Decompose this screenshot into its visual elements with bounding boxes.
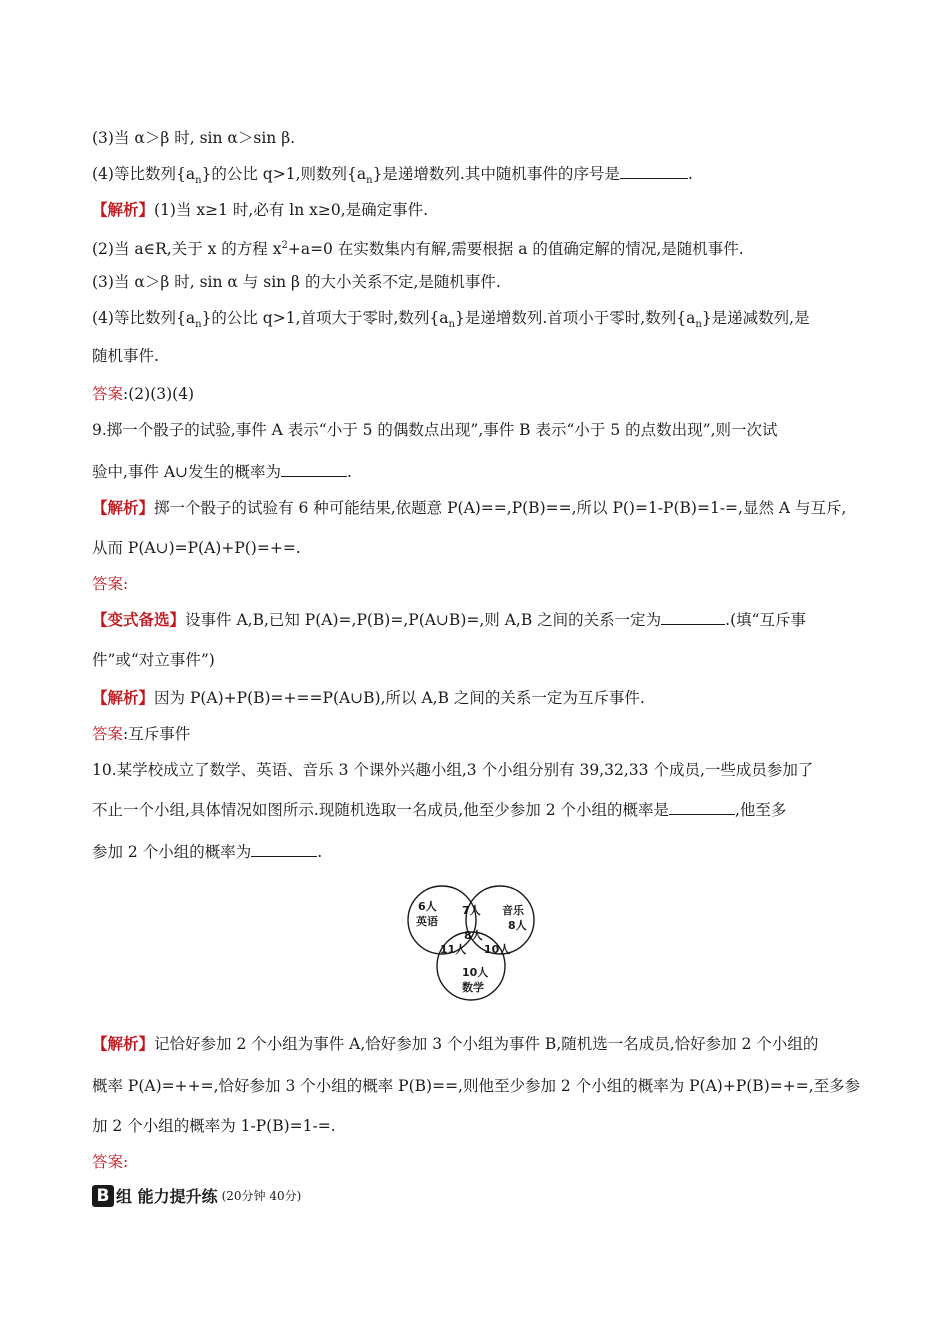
variant-answer [92, 724, 190, 744]
section-b-badge: B [92, 1185, 114, 1207]
variant-line-1 [92, 610, 806, 630]
analysis-line-2 [92, 236, 744, 259]
answer-9: 答案: [92, 575, 129, 593]
answer-10: 答案: [92, 1153, 129, 1171]
answer-value: :互斥事件 [123, 725, 191, 743]
math-count: 10人 [462, 966, 489, 979]
subscript: n [195, 175, 202, 187]
subscript: n [195, 319, 202, 331]
answer-blank [620, 164, 688, 179]
text-segment: }的公比 q>1,则数列{a [201, 165, 367, 183]
text-segment: }是递增数列.其中随机事件的序号是 [372, 165, 620, 183]
english-label: 英语 [416, 915, 438, 928]
text-segment: 参加 2 个小组的概率为 [92, 843, 252, 861]
analysis-tag: 【解析】 [92, 498, 155, 517]
variant-tag: 【变式备选】 [92, 610, 186, 629]
answer-label: 答案 [92, 385, 124, 403]
section-title: 组 能力提升练 [116, 1187, 218, 1206]
english-music-count: 7人 [462, 904, 481, 917]
analysis-10-line-3: 加 2 个小组的概率为 1-P(B)=1-=. [92, 1117, 336, 1135]
question-10-line-3 [92, 842, 322, 862]
answer-blank [661, 610, 725, 625]
text-segment: (2)当 a∈R,关于 x 的方程 x [92, 240, 282, 259]
text-line-4 [92, 164, 693, 191]
text-segment: 设事件 A,B,已知 P(A)=,P(B)=,P(A∪B)=,则 A,B 之间的关系一定为 [185, 611, 662, 629]
text-segment: (1)当 x≥1 时,必有 ln x≥0,是确定事件. [154, 201, 429, 219]
analysis-9-line-1 [92, 498, 846, 518]
text-segment: 记恰好参加 2 个小组为事件 A,恰好参加 3 个小组为事件 B,随机选一名成员,恰好参加 2 个小组的 [154, 1035, 819, 1053]
text-segment: (4)等比数列{a [92, 165, 196, 183]
english-count: 6人 [418, 900, 437, 913]
venn-diagram [404, 880, 544, 1004]
variant-line-2: 件”或“对立事件”) [92, 651, 215, 669]
analysis-9-line-2: 从而 P(A∪)=P(A)+P()=+=. [92, 539, 301, 557]
text-segment: }是递增数列.首项小于零时,数列{a [455, 309, 696, 327]
music-label: 音乐 [502, 904, 524, 917]
analysis-line-3: (3)当 α＞β 时, sin α 与 sin β 的大小关系不定,是随机事件. [92, 273, 501, 291]
text-segment: . [317, 843, 323, 861]
text-segment: 不止一个小组,具体情况如图所示.现随机选取一名成员,他至少参加 2 个小组的概率是 [92, 801, 669, 819]
answer-blank [251, 842, 317, 857]
analysis-line-1 [92, 200, 428, 220]
question-10-line-2 [92, 800, 786, 820]
english-math-count: 11人 [440, 943, 467, 956]
subscript: n [695, 319, 702, 331]
answer-line [92, 384, 194, 404]
text-segment: .(填“互斥事 [725, 611, 807, 629]
analysis-10-line-2: 概率 P(A)=++=,恰好参加 3 个小组的概率 P(B)==,则他至少参加 2 个小组的概率为 P(A)+P(B)=+=,至多参 [92, 1077, 861, 1095]
text-line-3: (3)当 α＞β 时, sin α＞sin β. [92, 129, 296, 147]
text-segment: . [347, 463, 352, 481]
music-math-count: 10人 [484, 943, 511, 956]
text-segment: 掷一个骰子的试验有 6 种可能结果,依题意 P(A)==,P(B)==,所以 P()=1-P(B)=1-=,显然 A 与互斥, [154, 499, 847, 517]
analysis-line-4 [92, 308, 810, 335]
section-header [92, 1184, 301, 1208]
question-9-line-1: 9.掷一个骰子的试验,事件 A 表示“小于 5 的偶数点出现”,事件 B 表示“小于 5 的点数出现”,则一次试 [92, 421, 778, 439]
text-segment: +a=0 在实数集内有解,需要根据 a 的值确定解的情况,是随机事件. [287, 240, 744, 259]
text-segment: }是递减数列,是 [701, 309, 810, 327]
text-segment: }的公比 q>1,首项大于零时,数列{a [201, 309, 449, 327]
superscript: 2 [281, 240, 288, 251]
music-count: 8人 [508, 919, 527, 932]
answer-label: 答案 [92, 725, 124, 743]
text-segment: 因为 P(A)+P(B)=+==P(A∪B),所以 A,B 之间的关系一定为互斥事件. [154, 689, 645, 707]
text-segment: . [687, 165, 693, 183]
question-9-line-2 [92, 462, 352, 482]
subscript: n [366, 175, 373, 187]
text-segment: 验中,事件 A∪发生的概率为 [92, 463, 282, 481]
variant-analysis [92, 688, 645, 708]
question-10-line-1: 10.某学校成立了数学、英语、音乐 3 个课外兴趣小组,3 个小组分别有 39,32,33 个成员,一些成员参加了 [92, 761, 814, 779]
analysis-tag: 【解析】 [92, 1034, 155, 1053]
section-time: (20分钟 40分) [221, 1189, 302, 1203]
math-label: 数学 [462, 981, 484, 994]
text-segment: ,他至多 [735, 801, 787, 819]
analysis-10-line-1 [92, 1034, 818, 1054]
answer-blank [669, 800, 735, 815]
answer-value: :(2)(3)(4) [123, 385, 195, 403]
subscript: n [448, 319, 455, 331]
analysis-line-5: 随机事件. [92, 347, 159, 365]
all-three-count: 8人 [464, 929, 483, 942]
text-segment: (4)等比数列{a [92, 309, 196, 327]
analysis-tag: 【解析】 [92, 688, 155, 707]
answer-blank [281, 462, 347, 477]
analysis-tag: 【解析】 [92, 200, 155, 219]
